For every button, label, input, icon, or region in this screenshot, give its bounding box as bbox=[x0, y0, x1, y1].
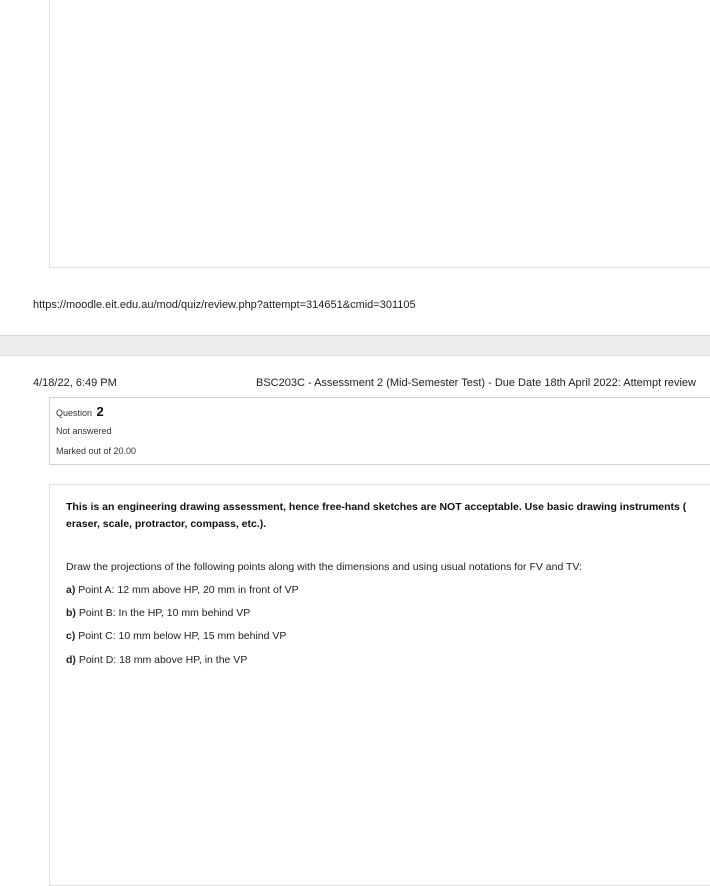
page-footer-url: https://moodle.eit.edu.au/mod/quiz/review.php?attempt=314651&cmid=301105 bbox=[33, 299, 416, 311]
question-grade: Marked out of 20.00 bbox=[56, 446, 137, 456]
question-content bbox=[49, 484, 710, 886]
instruction-line-1: This is an engineering drawing assessment, hence free-hand sketches are NOT acceptable. Use basic drawing instruments ( bbox=[66, 501, 687, 513]
question-number-value: 2 bbox=[96, 404, 104, 419]
print-date: 4/18/22, 6:49 PM bbox=[33, 377, 117, 389]
item-marker: b) bbox=[66, 607, 76, 619]
question-prompt: Draw the projections of the following points along with the dimensions and using usual notations for FV and TV: bbox=[66, 561, 582, 573]
question-label: Question bbox=[56, 408, 93, 418]
item-text: Point B: In the HP, 10 mm behind VP bbox=[75, 607, 251, 619]
question-state: Not answered bbox=[56, 426, 112, 436]
list-item bbox=[66, 654, 247, 666]
item-text: Point A: 12 mm above HP, 20 mm in front of VP bbox=[75, 584, 299, 596]
question-number bbox=[56, 404, 104, 419]
item-marker: a) bbox=[66, 584, 76, 596]
list-item bbox=[66, 584, 299, 596]
item-text: Point C: 10 mm below HP, 15 mm behind VP bbox=[75, 630, 287, 642]
question-info-panel bbox=[49, 397, 710, 465]
question-instruction bbox=[66, 499, 710, 533]
instruction-line-2: eraser, scale, protractor, compass, etc.). bbox=[66, 518, 267, 530]
item-marker: c) bbox=[66, 630, 76, 642]
print-page-title: BSC203C - Assessment 2 (Mid-Semester Test) - Due Date 18th April 2022: Attempt review bbox=[256, 377, 696, 389]
previous-answer-box bbox=[49, 0, 710, 268]
item-marker: d) bbox=[66, 654, 76, 666]
list-item bbox=[66, 607, 250, 619]
page-break bbox=[0, 335, 710, 356]
list-item bbox=[66, 630, 286, 642]
item-text: Point D: 18 mm above HP, in the VP bbox=[75, 654, 248, 666]
